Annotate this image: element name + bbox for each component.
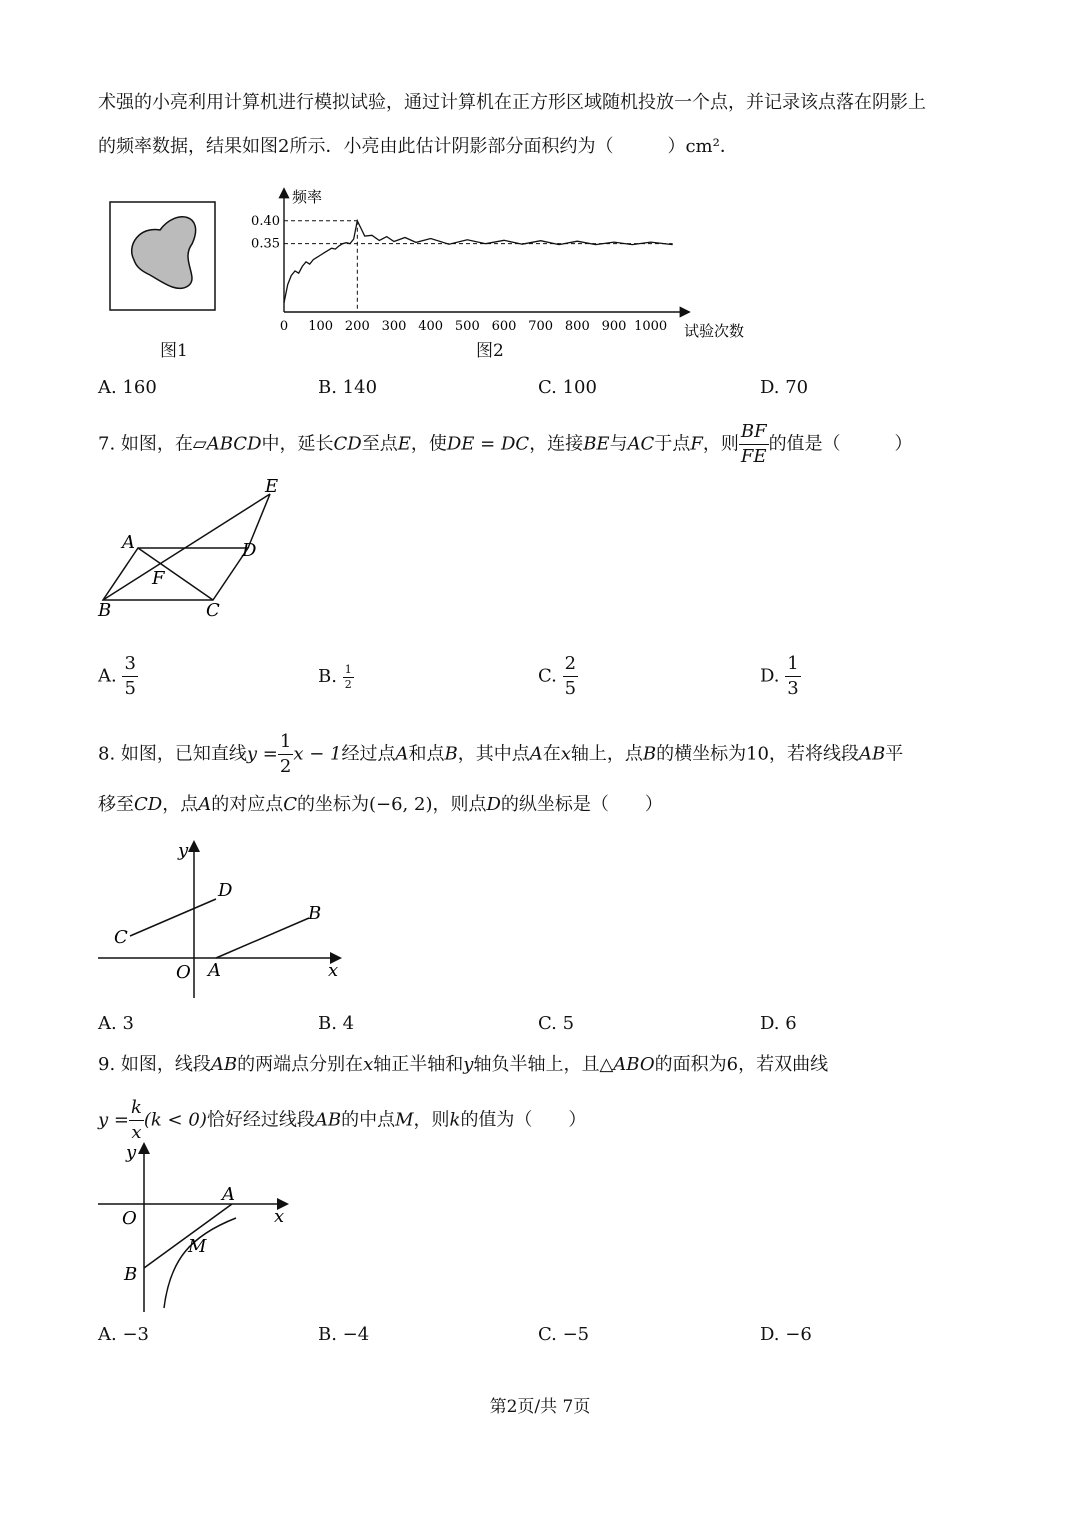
frequency-series-line — [284, 221, 673, 303]
x-tick-label-7: 700 — [528, 319, 554, 334]
label-a: A — [222, 1184, 235, 1205]
q7-text: 7. 如图，在▱ABCD中，延长CD至点E，使DE = DC，连接BE与AC于点F，则 $\frac{BF}{FE}$ 的值是（ ） — [98, 421, 913, 467]
x-tick-label-8: 800 — [564, 319, 590, 334]
q8-option-b[interactable]: B. 4 — [318, 1013, 355, 1034]
q6-option-d[interactable]: D. 70 — [760, 377, 809, 398]
q7-option-b[interactable]: B. $\frac{1}{2}$ — [318, 662, 352, 691]
x-tick-label-9: 900 — [601, 319, 627, 334]
y-tick-label-0: 0.40 — [251, 213, 280, 229]
q6-option-a[interactable]: A. 160 — [98, 377, 157, 398]
label-b: B — [98, 600, 112, 621]
axis-y-label: y — [178, 840, 189, 861]
x-tick-label-6: 600 — [491, 319, 517, 334]
axis-y-label: y — [126, 1142, 137, 1163]
q9-text-line1: 9. 如图，线段AB的两端点分别在x轴正半轴和y轴负半轴上，且△ABO的面积为6，若双曲线 — [98, 1054, 829, 1075]
q8-option-a[interactable]: A. 3 — [98, 1013, 134, 1034]
q7-option-c[interactable]: C. $\frac{2}{5}$ — [538, 653, 577, 699]
page-footer: 第2页/共 7页 — [489, 1397, 591, 1417]
q9-option-a[interactable]: A. −3 — [98, 1324, 149, 1345]
y-tick-label-1: 0.35 — [251, 236, 280, 252]
label-b: B — [308, 903, 322, 924]
q8-text-line1: 8. 如图，已知直线y = $\frac{1}{2}$ x − 1经过点A和点B，其中点A在x轴上，点B的横坐标为10，若将线段AB平 — [98, 731, 904, 777]
q7-parallelogram-figure — [90, 472, 310, 622]
q6-option-c[interactable]: C. 100 — [538, 377, 597, 398]
q6-figure1 — [108, 200, 218, 312]
x-tick-label-4: 400 — [418, 319, 444, 334]
q6-text-line2: 的频率数据，结果如图2所示．小亮由此估计阴影部分面积约为（ ）cm²． — [98, 136, 738, 157]
axis-x-label: x — [274, 1206, 285, 1227]
q9-option-d[interactable]: D. −6 — [760, 1324, 812, 1345]
q9-option-c[interactable]: C. −5 — [538, 1324, 590, 1345]
q6-text-line1: 术强的小亮利用计算机进行模拟试验，通过计算机在正方形区域随机投放一个点，并记录该点落在阴影上 — [98, 92, 926, 113]
x-tick-label-0: 0 — [279, 319, 289, 334]
x-tick-label-1: 100 — [308, 319, 334, 334]
x-tick-label-10: 1000 — [634, 319, 668, 334]
q7-option-a[interactable]: A. $\frac{3}{5}$ — [98, 653, 136, 699]
label-c: C — [114, 927, 128, 948]
fig1-caption: 图1 — [160, 341, 188, 361]
label-m: M — [188, 1236, 207, 1257]
label-d: D — [242, 540, 257, 561]
x-tick-label-3: 300 — [381, 319, 407, 334]
label-e: E — [265, 476, 279, 497]
shaded-region — [132, 217, 196, 289]
label-a: A — [208, 960, 221, 981]
y-axis-label: 频率 — [292, 188, 323, 206]
q8-option-c[interactable]: C. 5 — [538, 1013, 575, 1034]
label-a: A — [122, 532, 135, 553]
q9-text-line2: y = $\frac{k}{x}$ (k < 0)恰好经过线段AB的中点M，则k的值为（ ） — [98, 1097, 587, 1143]
q6-option-b[interactable]: B. 140 — [318, 377, 378, 398]
q7-option-d[interactable]: D. $\frac{1}{3}$ — [760, 653, 799, 699]
label-b: B — [124, 1264, 138, 1285]
fig2-caption: 图2 — [476, 341, 504, 361]
q7-fraction: $\frac{BF}{FE}$ — [740, 421, 767, 467]
q9-option-b[interactable]: B. −4 — [318, 1324, 370, 1345]
q8-text-line2: 移至CD，点A的对应点C的坐标为(−6, 2)，则点D的纵坐标是（ ） — [98, 794, 663, 815]
q8-coordinate-figure — [94, 838, 354, 1003]
x-tick-label-2: 200 — [344, 319, 370, 334]
x-axis-label: 试验次数 — [684, 322, 745, 340]
origin-label: O — [176, 962, 191, 983]
origin-label: O — [122, 1208, 137, 1229]
axis-x-label: x — [328, 960, 339, 981]
q9-hyperbola-figure — [94, 1140, 304, 1315]
label-f: F — [152, 568, 165, 589]
label-c: C — [206, 600, 220, 621]
label-d: D — [218, 880, 233, 901]
x-tick-label-5: 500 — [454, 319, 480, 334]
q6-frequency-chart — [250, 180, 750, 340]
q8-option-d[interactable]: D. 6 — [760, 1013, 797, 1034]
